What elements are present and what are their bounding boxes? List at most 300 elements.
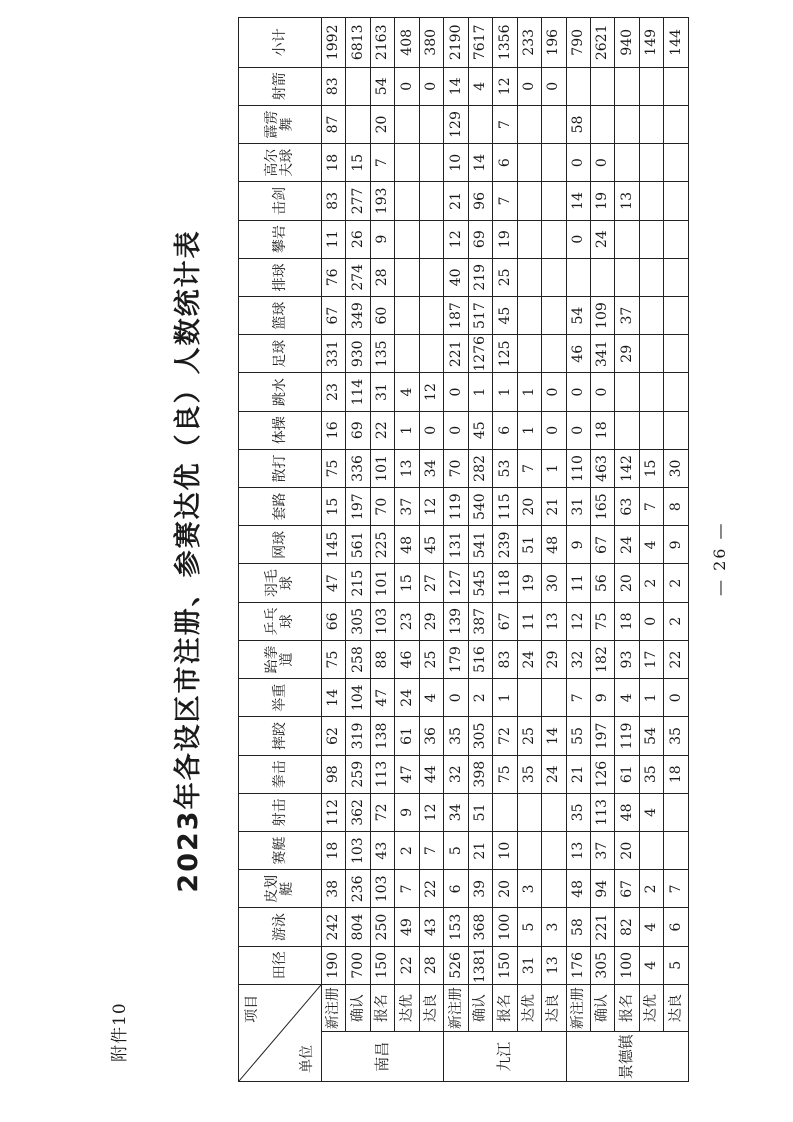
table-row [322, 18, 346, 1082]
table-cell: 145 [322, 526, 346, 564]
table-cell: 2 [664, 564, 689, 602]
table-cell: 22 [395, 946, 419, 984]
table-cell: 362 [346, 793, 370, 831]
row-label: 确认 [590, 984, 614, 1032]
table-cell: 30 [542, 564, 566, 602]
row-label: 确认 [346, 984, 370, 1032]
column-header: 拳击 [239, 755, 322, 793]
table-cell: 29 [615, 335, 639, 373]
table-cell: 46 [566, 335, 590, 373]
row-label: 确认 [468, 984, 492, 1032]
table-cell [395, 144, 419, 182]
table-cell [542, 335, 566, 373]
table-cell: 24 [517, 640, 541, 678]
table-cell: 94 [590, 870, 614, 908]
table-cell [615, 67, 639, 105]
table-cell: 96 [468, 182, 492, 220]
table-cell [615, 220, 639, 258]
column-header: 霹雳舞 [239, 105, 322, 143]
column-header: 射击 [239, 793, 322, 831]
table-cell: 135 [370, 335, 394, 373]
table-cell: 176 [566, 946, 590, 984]
table-cell: 115 [493, 488, 517, 526]
table-cell: 12 [493, 67, 517, 105]
table-cell: 21 [444, 182, 468, 220]
table-cell: 305 [590, 946, 614, 984]
table-cell: 305 [468, 717, 492, 755]
table-cell: 25 [517, 717, 541, 755]
table-cell: 0 [542, 67, 566, 105]
table-row [370, 18, 394, 1082]
table-cell: 0 [542, 373, 566, 411]
table-cell: 47 [395, 755, 419, 793]
table-cell [419, 220, 443, 258]
table-cell: 4 [615, 679, 639, 717]
table-cell: 233 [517, 18, 541, 68]
table-cell: 109 [590, 296, 614, 334]
table-cell [493, 793, 517, 831]
table-cell: 47 [370, 679, 394, 717]
table-cell: 0 [566, 144, 590, 182]
table-cell: 35 [639, 755, 663, 793]
table-cell: 3 [542, 908, 566, 946]
table-cell: 0 [517, 67, 541, 105]
table-cell: 368 [468, 908, 492, 946]
row-label: 新注册 [322, 984, 346, 1032]
table-cell: 37 [395, 488, 419, 526]
table-cell: 63 [615, 488, 639, 526]
table-cell [639, 144, 663, 182]
table-cell: 40 [444, 258, 468, 296]
table-cell: 35 [444, 717, 468, 755]
table-cell: 54 [566, 296, 590, 334]
table-cell [419, 182, 443, 220]
table-cell [639, 220, 663, 258]
table-cell: 103 [370, 870, 394, 908]
table-cell [566, 258, 590, 296]
table-cell: 34 [444, 793, 468, 831]
table-cell: 18 [590, 411, 614, 449]
table-cell [542, 296, 566, 334]
table-cell: 165 [590, 488, 614, 526]
column-header: 篮球 [239, 296, 322, 334]
table-cell: 0 [395, 67, 419, 105]
table-cell: 22 [370, 411, 394, 449]
table-row [493, 18, 517, 1082]
table-cell: 69 [468, 220, 492, 258]
table-cell: 98 [322, 755, 346, 793]
table-cell: 25 [419, 640, 443, 678]
table-cell: 24 [542, 755, 566, 793]
table-cell: 23 [322, 373, 346, 411]
table-cell: 101 [370, 564, 394, 602]
table-cell [542, 258, 566, 296]
table-cell: 790 [566, 18, 590, 68]
table-cell: 103 [346, 832, 370, 870]
table-cell: 387 [468, 602, 492, 640]
table-cell: 0 [444, 411, 468, 449]
corner-label-unit: 单位 [299, 1045, 316, 1073]
table-cell: 9 [590, 679, 614, 717]
table-row [639, 18, 663, 1082]
table-cell: 87 [322, 105, 346, 143]
column-header: 赛艇 [239, 832, 322, 870]
table-cell: 67 [493, 602, 517, 640]
table-cell [395, 182, 419, 220]
table-cell: 349 [346, 296, 370, 334]
table-cell: 187 [444, 296, 468, 334]
table-cell: 93 [615, 640, 639, 678]
column-header: 体操 [239, 411, 322, 449]
table-cell: 66 [322, 602, 346, 640]
table-cell: 45 [468, 411, 492, 449]
table-cell: 19 [493, 220, 517, 258]
table-cell: 62 [322, 717, 346, 755]
table-cell: 1992 [322, 18, 346, 68]
table-cell: 0 [590, 373, 614, 411]
table-cell: 7 [517, 449, 541, 487]
table-cell: 516 [468, 640, 492, 678]
table-cell: 0 [639, 602, 663, 640]
table-cell: 18 [615, 602, 639, 640]
table-cell: 193 [370, 182, 394, 220]
table-cell: 21 [566, 755, 590, 793]
table-cell [542, 144, 566, 182]
table-cell: 61 [615, 755, 639, 793]
table-cell: 75 [322, 640, 346, 678]
table-cell: 113 [370, 755, 394, 793]
table-cell: 7 [639, 488, 663, 526]
table-cell: 7 [493, 182, 517, 220]
table-row [419, 18, 443, 1082]
page-number: — 26 — [710, 521, 729, 596]
table-cell: 104 [346, 679, 370, 717]
table-cell: 526 [444, 946, 468, 984]
table-cell: 22 [664, 640, 689, 678]
statistics-table [238, 17, 689, 1082]
table-cell [468, 105, 492, 143]
table-cell [664, 105, 689, 143]
table-cell: 517 [468, 296, 492, 334]
table-cell: 2 [639, 870, 663, 908]
table-cell [664, 832, 689, 870]
row-label: 报名 [370, 984, 394, 1032]
column-header: 高尔夫球 [239, 144, 322, 182]
table-row [517, 18, 541, 1082]
table-cell: 22 [419, 870, 443, 908]
column-header: 羽毛球 [239, 564, 322, 602]
table-cell [664, 67, 689, 105]
table-cell: 12 [566, 602, 590, 640]
table-cell [542, 832, 566, 870]
table-cell: 49 [395, 908, 419, 946]
table-cell: 6 [493, 144, 517, 182]
table-cell: 48 [395, 526, 419, 564]
table-cell: 341 [590, 335, 614, 373]
table-cell [346, 67, 370, 105]
table-cell: 225 [370, 526, 394, 564]
corner-label-item: 项目 [244, 994, 260, 1023]
table-cell: 215 [346, 564, 370, 602]
table-cell: 38 [322, 870, 346, 908]
table-cell: 48 [615, 793, 639, 831]
table-cell: 14 [444, 67, 468, 105]
table-row [664, 18, 689, 1082]
table-cell [590, 67, 614, 105]
table-cell [517, 258, 541, 296]
table-cell: 930 [346, 335, 370, 373]
column-header: 跆拳道 [239, 640, 322, 678]
table-cell: 5 [444, 832, 468, 870]
row-label: 达良 [419, 984, 443, 1032]
table-cell: 196 [542, 18, 566, 68]
table-cell: 0 [664, 679, 689, 717]
table-cell: 26 [346, 220, 370, 258]
table-cell: 239 [493, 526, 517, 564]
table-cell: 37 [615, 296, 639, 334]
table-cell: 5 [664, 946, 689, 984]
table-cell [517, 793, 541, 831]
table-cell: 380 [419, 18, 443, 68]
table-cell: 463 [590, 449, 614, 487]
table-cell: 72 [370, 793, 394, 831]
table-cell: 19 [590, 182, 614, 220]
table-cell: 2621 [590, 18, 614, 68]
table-cell: 13 [395, 449, 419, 487]
table-cell: 408 [395, 18, 419, 68]
table-cell: 76 [322, 258, 346, 296]
table-cell: 72 [493, 717, 517, 755]
table-cell: 2 [664, 602, 689, 640]
table-cell: 60 [370, 296, 394, 334]
column-header: 网球 [239, 526, 322, 564]
table-cell: 221 [444, 335, 468, 373]
column-header: 套路 [239, 488, 322, 526]
row-label: 达优 [395, 984, 419, 1032]
table-cell: 5 [517, 908, 541, 946]
table-cell: 126 [590, 755, 614, 793]
table-cell: 113 [590, 793, 614, 831]
column-header: 散打 [239, 449, 322, 487]
table-cell: 44 [419, 755, 443, 793]
table-row [444, 18, 468, 1082]
table-cell: 2 [639, 564, 663, 602]
table-cell [639, 335, 663, 373]
table-cell: 70 [370, 488, 394, 526]
column-header: 攀岩 [239, 220, 322, 258]
table-cell: 70 [444, 449, 468, 487]
table-cell: 35 [517, 755, 541, 793]
table-cell: 34 [419, 449, 443, 487]
table-cell: 31 [517, 946, 541, 984]
table-cell: 2190 [444, 18, 468, 68]
table-cell: 55 [566, 717, 590, 755]
table-cell [639, 411, 663, 449]
table-cell: 54 [370, 67, 394, 105]
table-cell [664, 793, 689, 831]
table-cell: 336 [346, 449, 370, 487]
table-cell: 51 [468, 793, 492, 831]
column-header: 排球 [239, 258, 322, 296]
table-cell: 67 [590, 526, 614, 564]
table-cell: 7 [395, 870, 419, 908]
table-cell: 69 [346, 411, 370, 449]
table-cell: 3 [517, 870, 541, 908]
column-header: 射箭 [239, 67, 322, 105]
table-cell: 236 [346, 870, 370, 908]
table-cell: 142 [615, 449, 639, 487]
table-row [346, 18, 370, 1082]
table-cell: 1 [395, 411, 419, 449]
table-cell: 0 [419, 411, 443, 449]
table-cell [395, 258, 419, 296]
table-cell: 0 [542, 411, 566, 449]
table-cell [395, 105, 419, 143]
table-cell: 2163 [370, 18, 394, 68]
column-header: 游泳 [239, 908, 322, 946]
table-cell: 1 [639, 679, 663, 717]
table-cell [517, 296, 541, 334]
table-cell: 11 [566, 564, 590, 602]
table-cell: 18 [664, 755, 689, 793]
unit-name: 景德镇 [566, 1032, 688, 1082]
column-header: 小计 [239, 18, 322, 68]
table-cell: 0 [419, 67, 443, 105]
table-cell: 45 [493, 296, 517, 334]
table-cell: 25 [493, 258, 517, 296]
table-cell [590, 105, 614, 143]
table-cell [395, 296, 419, 334]
table-cell [639, 373, 663, 411]
table-cell: 13 [542, 602, 566, 640]
table-cell [639, 105, 663, 143]
table-cell: 150 [370, 946, 394, 984]
table-cell: 46 [395, 640, 419, 678]
table-cell: 14 [542, 717, 566, 755]
table-cell: 112 [322, 793, 346, 831]
table-cell: 29 [542, 640, 566, 678]
column-header: 跳水 [239, 373, 322, 411]
table-cell: 9 [664, 526, 689, 564]
row-label: 达优 [517, 984, 541, 1032]
table-cell: 6 [664, 908, 689, 946]
table-cell: 56 [590, 564, 614, 602]
table-cell: 43 [419, 908, 443, 946]
table-cell: 700 [346, 946, 370, 984]
table-cell: 51 [517, 526, 541, 564]
table-cell: 305 [346, 602, 370, 640]
table-cell: 1 [468, 373, 492, 411]
page-title: 2023年各设区市注册、参赛达优（良）人数统计表 [173, 229, 204, 893]
table-row [615, 18, 639, 1082]
table-cell: 31 [566, 488, 590, 526]
table-cell: 32 [566, 640, 590, 678]
table-cell [639, 832, 663, 870]
table-cell: 28 [419, 946, 443, 984]
table-cell: 131 [444, 526, 468, 564]
table-cell: 0 [590, 144, 614, 182]
table-cell [395, 335, 419, 373]
table-cell: 1 [542, 449, 566, 487]
table-cell: 100 [615, 946, 639, 984]
table-cell: 1 [493, 679, 517, 717]
table-cell [615, 411, 639, 449]
table-cell: 139 [444, 602, 468, 640]
table-header-row [239, 18, 322, 1082]
header-corner [239, 984, 322, 1081]
table-cell: 12 [419, 488, 443, 526]
table-cell: 182 [590, 640, 614, 678]
table-cell: 53 [493, 449, 517, 487]
table-cell: 83 [493, 640, 517, 678]
table-cell: 21 [542, 488, 566, 526]
table-cell [664, 144, 689, 182]
table-cell: 83 [322, 67, 346, 105]
table-cell: 197 [590, 717, 614, 755]
table-cell: 75 [493, 755, 517, 793]
table-cell: 35 [566, 793, 590, 831]
table-cell: 4 [419, 679, 443, 717]
table-cell: 18 [322, 832, 346, 870]
table-cell: 10 [493, 832, 517, 870]
table-cell: 37 [590, 832, 614, 870]
table-cell: 4 [468, 67, 492, 105]
table-cell: 61 [395, 717, 419, 755]
table-cell: 150 [493, 946, 517, 984]
table-cell [419, 296, 443, 334]
table-cell: 103 [370, 602, 394, 640]
table-cell [664, 182, 689, 220]
column-header: 足球 [239, 335, 322, 373]
table-cell [615, 258, 639, 296]
table-cell: 319 [346, 717, 370, 755]
table-cell: 2 [468, 679, 492, 717]
table-cell: 274 [346, 258, 370, 296]
table-cell: 153 [444, 908, 468, 946]
table-cell: 940 [615, 18, 639, 68]
table-cell: 7 [370, 144, 394, 182]
table-cell: 10 [444, 144, 468, 182]
column-header: 击剑 [239, 182, 322, 220]
table-cell: 127 [444, 564, 468, 602]
table-row [542, 18, 566, 1082]
table-cell [419, 105, 443, 143]
table-cell: 30 [664, 449, 689, 487]
table-cell: 1381 [468, 946, 492, 984]
table-cell [639, 296, 663, 334]
table-cell: 45 [419, 526, 443, 564]
table-cell: 58 [566, 908, 590, 946]
column-header: 皮划艇 [239, 870, 322, 908]
table-cell: 88 [370, 640, 394, 678]
table-cell: 24 [395, 679, 419, 717]
table-cell: 0 [566, 373, 590, 411]
table-cell [639, 182, 663, 220]
table-cell [664, 258, 689, 296]
table-cell: 15 [322, 488, 346, 526]
table-cell: 13 [615, 182, 639, 220]
table-row [395, 18, 419, 1082]
table-cell [517, 679, 541, 717]
table-cell: 221 [590, 908, 614, 946]
table-cell: 15 [639, 449, 663, 487]
table-cell [615, 105, 639, 143]
column-header: 田径 [239, 946, 322, 984]
table-cell [517, 105, 541, 143]
column-header: 摔跤 [239, 717, 322, 755]
row-label: 达良 [664, 984, 689, 1032]
table-cell [639, 258, 663, 296]
